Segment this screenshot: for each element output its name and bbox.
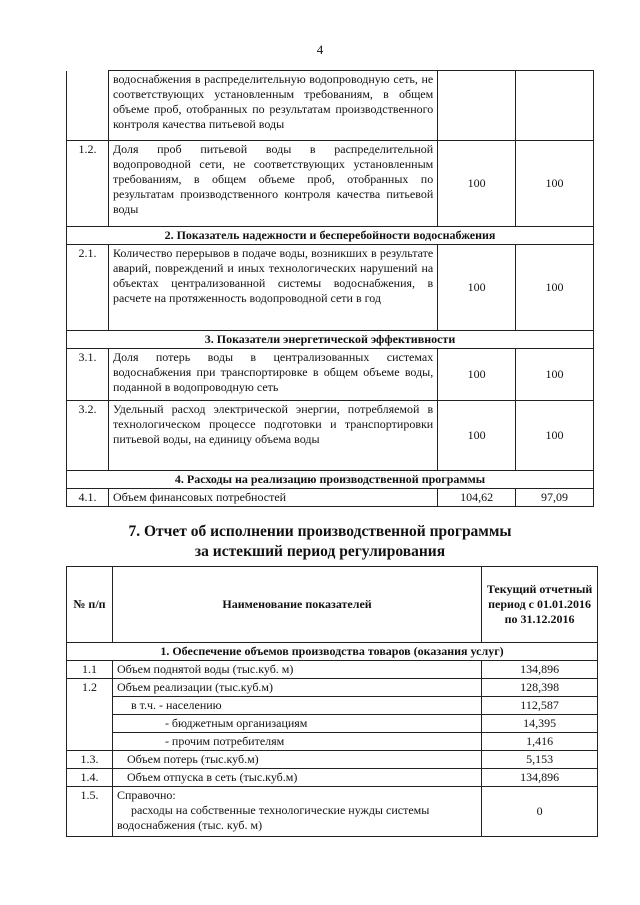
row-value: 14,395 [482, 715, 598, 733]
section-title: 4. Расходы на реализацию производственной программы [67, 471, 594, 489]
value-fact: 100 [516, 401, 594, 471]
table-row [67, 141, 594, 227]
row-text: Количество перерывов в подаче воды, возникших в результате аварий, повреждений и иных технологических нарушений на объектах централизованной системы водоснабжения, в расчете на протяженность водопроводной сети в год [108, 245, 437, 331]
report-table [66, 566, 598, 837]
row-text: Доля проб питьевой воды в распределительной водопроводной сети, не соответствующих установленным требованиям, в общем объеме проб, отобранных по результатам производственного контроля качества питьевой воды [108, 141, 437, 227]
row-value: 134,896 [482, 769, 598, 787]
row-text: Объем финансовых потребностей [108, 489, 437, 507]
table-row [67, 71, 594, 141]
section-heading [0, 522, 640, 562]
row-value: 0 [482, 787, 598, 837]
row-name: Объем поднятой воды (тыс.куб. м) [112, 661, 481, 679]
col-header-value: Текущий отчетный период с 01.01.2016 по 31.12.2016 [482, 567, 598, 643]
table-row [67, 751, 598, 769]
row-name: Объем отпуска в сеть (тыс.куб.м) [112, 769, 481, 787]
heading-line-2: за истекший период регулирования [194, 543, 446, 560]
row-value: 112,587 [482, 697, 598, 715]
section-row [67, 227, 594, 245]
table-row [67, 769, 598, 787]
section-row [67, 331, 594, 349]
note-line-3: водоснабжения (тыс. куб. м) [116, 818, 263, 832]
row-name: Объем реализации (тыс.куб.м) [112, 679, 481, 697]
section-row [67, 471, 594, 489]
value-fact: 100 [516, 141, 594, 227]
table-row [67, 349, 594, 401]
row-value: 134,896 [482, 661, 598, 679]
table-row [67, 245, 594, 331]
table-row [67, 401, 594, 471]
table-row [67, 787, 598, 837]
value-fact: 100 [516, 245, 594, 331]
value-plan: 104,62 [438, 489, 516, 507]
row-name: - прочим потребителям [112, 733, 481, 751]
row-text: водоснабжения в распределительную водопроводную сеть, не соответствующих установленным требованиям, в общем объеме проб, отобранных по результатам производственного контроля качества питьевой воды [108, 71, 437, 141]
row-value: 5,153 [482, 751, 598, 769]
row-number: 1.5. [67, 787, 113, 837]
row-number: 1.1 [67, 661, 113, 679]
value-fact: 97,09 [516, 489, 594, 507]
value-plan: 100 [438, 349, 516, 401]
col-header-name: Наименование показателей [112, 567, 481, 643]
row-number: 3.2. [67, 401, 109, 471]
value-fact: 100 [516, 349, 594, 401]
section-title: 3. Показатели энергетической эффективности [67, 331, 594, 349]
row-name: - бюджетным организациям [112, 715, 481, 733]
value-plan: 100 [438, 401, 516, 471]
row-number: 1.2. [67, 141, 109, 227]
row-text: Удельный расход электрической энергии, потребляемой в технологическом процессе подготовки и транспортировки питьевой воды, на единицу объема воды [108, 401, 437, 471]
row-name [112, 787, 481, 837]
note-line-1: Справочно: [116, 788, 176, 802]
row-number: 1.2 [67, 679, 113, 697]
section-row [67, 643, 598, 661]
row-value: 1,416 [482, 733, 598, 751]
table-row [67, 715, 598, 733]
table-row [67, 733, 598, 751]
row-number: 1.3. [67, 751, 113, 769]
table-row [67, 679, 598, 697]
header-row [67, 567, 598, 643]
value-plan: 100 [438, 141, 516, 227]
row-number: 1.4. [67, 769, 113, 787]
row-number: 3.1. [67, 349, 109, 401]
row-value: 128,398 [482, 679, 598, 697]
heading-line-1: 7. Отчет об исполнении производственной программы [128, 523, 512, 540]
row-number [67, 71, 109, 141]
section-title: 2. Показатель надежности и бесперебойности водоснабжения [67, 227, 594, 245]
table-row [67, 489, 594, 507]
table-row [67, 661, 598, 679]
note-line-2: расходы на собственные технологические нужды системы [130, 803, 430, 817]
row-name: Объем потерь (тыс.куб.м) [112, 751, 481, 769]
col-header-num: № п/п [67, 567, 113, 643]
indicators-table [66, 70, 594, 507]
row-number: 4.1. [67, 489, 109, 507]
row-name: в т.ч. - населению [112, 697, 481, 715]
row-number: 2.1. [67, 245, 109, 331]
section-title: 1. Обеспечение объемов производства товаров (оказания услуг) [67, 643, 598, 661]
table-row [67, 697, 598, 715]
row-text: Доля потерь воды в централизованных системах водоснабжения при транспортировке в общем объеме воды, поданной в водопроводную сеть [108, 349, 437, 401]
page-number: 4 [316, 42, 324, 57]
value-plan: 100 [438, 245, 516, 331]
